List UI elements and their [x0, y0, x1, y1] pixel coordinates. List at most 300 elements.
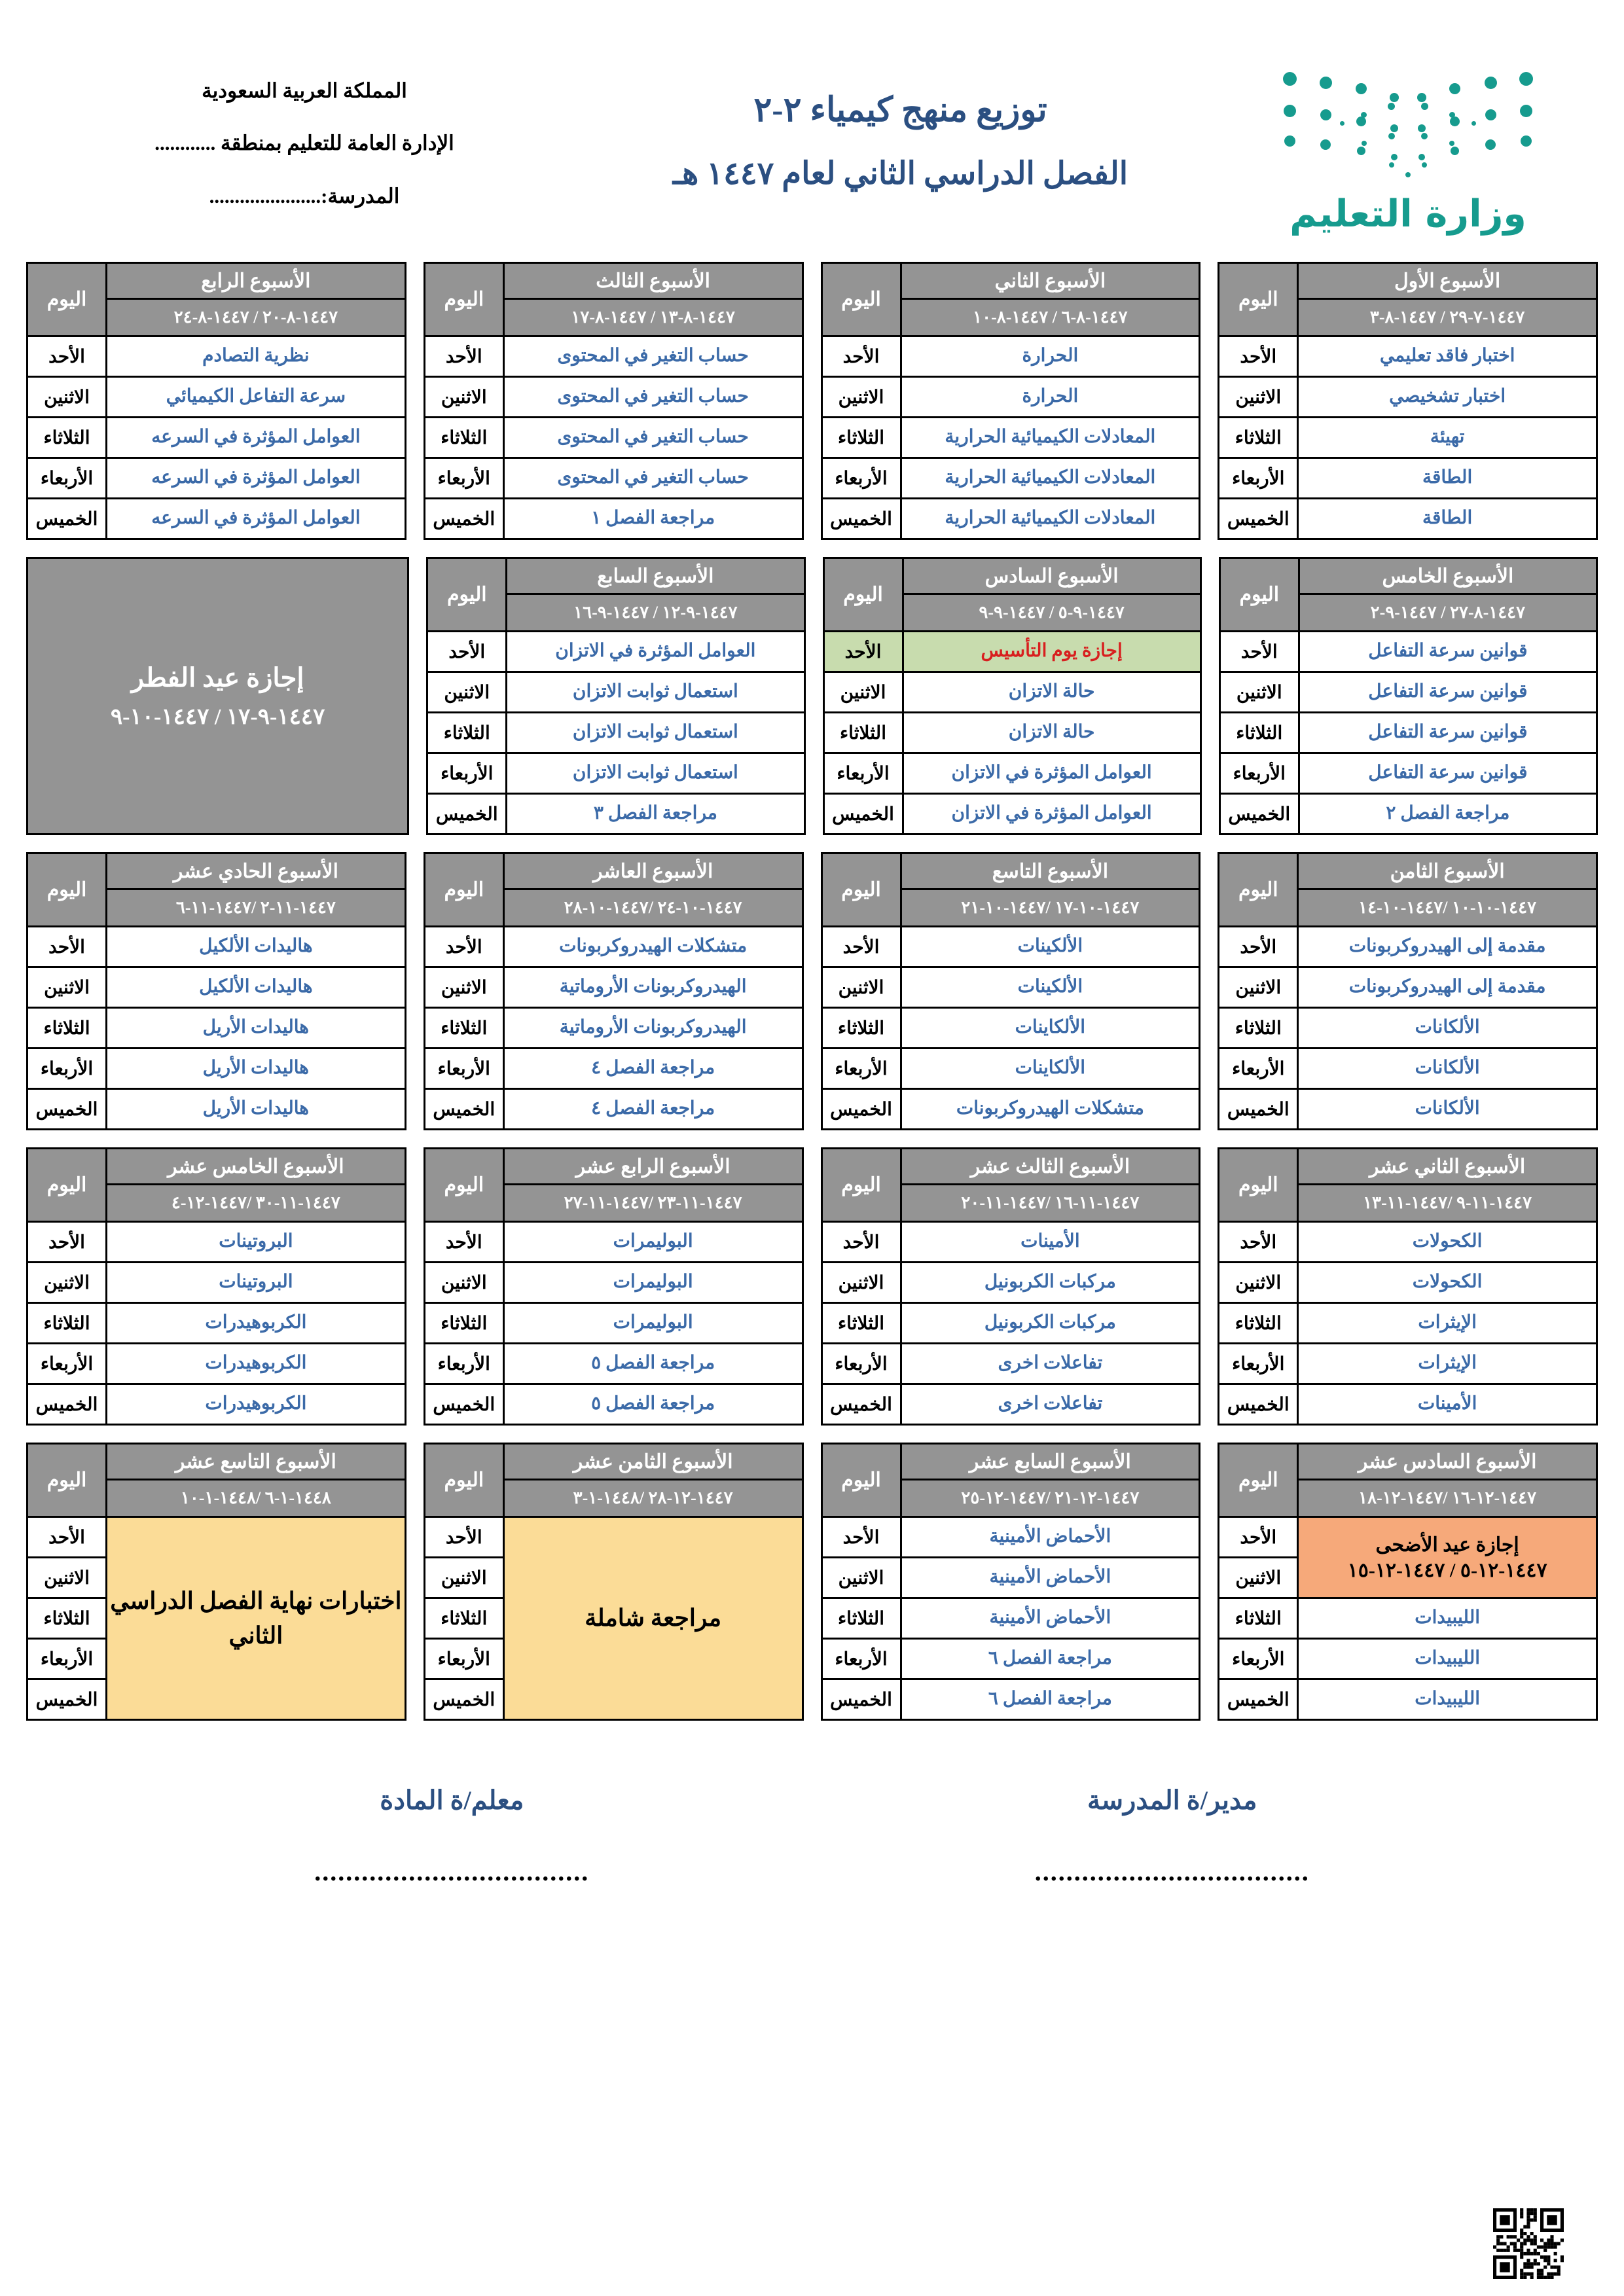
table-row: [427, 632, 804, 672]
day-cell: الاثنين: [427, 672, 507, 713]
week-table: [424, 262, 804, 540]
day-cell: الثلاثاء: [27, 1598, 107, 1639]
day-cell: الأربعاء: [1219, 753, 1299, 794]
day-cell: الخميس: [424, 1384, 503, 1425]
day-cell: الاثنين: [823, 672, 903, 713]
day-cell: الأربعاء: [27, 1049, 107, 1089]
teacher-signature-line: ...................................: [314, 1857, 590, 1886]
topic-cell: المعادلات الكيميائية الحرارية: [901, 458, 1200, 499]
day-column-header: اليوم: [1219, 558, 1299, 632]
day-cell: الخميس: [821, 499, 901, 539]
topic-cell: الأحماض الأمينية: [901, 1598, 1200, 1639]
logo-dot: [1361, 112, 1367, 118]
day-cell: الأربعاء: [27, 1344, 107, 1384]
day-cell: الخميس: [1219, 499, 1298, 539]
logo-dot: [1356, 83, 1367, 94]
day-cell: الاثنين: [821, 967, 901, 1008]
page-title: توزيع منهج كيمياء ٢-٢: [753, 92, 1047, 129]
table-row: [1219, 377, 1597, 418]
week-block: [424, 262, 804, 540]
week-table: [821, 852, 1201, 1130]
table-row: [1219, 1598, 1597, 1639]
topic-cell: مراجعة الفصل ٤: [503, 1049, 803, 1089]
table-row: [27, 1049, 406, 1089]
table-row: [1219, 1222, 1597, 1263]
day-cell: الأحد: [424, 927, 503, 967]
week-date-range: ١٤٤٧-١١-٢ /١٤٤٧-١١-٦: [107, 889, 406, 927]
topic-cell: اختبارات نهاية الفصل الدراسي الثاني: [107, 1517, 406, 1720]
table-row: [424, 1008, 803, 1049]
topic-cell: الإيثرات: [1298, 1344, 1597, 1384]
topic-cell: هاليدات الألكيل: [107, 927, 406, 967]
logo-dot: [1449, 141, 1454, 146]
day-cell: الأحد: [27, 927, 107, 967]
topic-cell: الكربوهيدرات: [107, 1303, 406, 1344]
topic-cell: تفاعلات اخرى: [901, 1384, 1200, 1425]
logo-dot: [1390, 93, 1399, 102]
week-block: [1219, 557, 1598, 835]
day-cell: الخميس: [821, 1679, 901, 1720]
day-column-header: اليوم: [424, 263, 503, 336]
day-cell: الاثنين: [821, 377, 901, 418]
logo-dot: [1391, 154, 1398, 160]
day-cell: الأربعاء: [424, 458, 503, 499]
week-table: [821, 1443, 1201, 1721]
day-cell: الخميس: [27, 1089, 107, 1130]
table-row: [424, 458, 803, 499]
holiday-name: إجازة عيد الفطر: [131, 663, 304, 692]
logo-dot: [1485, 77, 1497, 89]
topic-cell: الألكينات: [901, 967, 1200, 1008]
topic-cell: حساب التغير في المحتوى: [503, 418, 803, 458]
day-cell: الاثنين: [1219, 1558, 1298, 1598]
topic-cell: الأحماض الأمينية: [901, 1517, 1200, 1558]
day-cell: الثلاثاء: [424, 1008, 503, 1049]
week-title: الأسبوع العاشر: [503, 853, 803, 889]
week-table: [1218, 1147, 1598, 1426]
topic-cell: الليبيدات: [1298, 1639, 1597, 1679]
day-cell: الثلاثاء: [27, 418, 107, 458]
week-title: الأسبوع الثامن: [1298, 853, 1597, 889]
logo-dot: [1450, 117, 1460, 126]
logo-dot: [1417, 93, 1426, 102]
topic-cell: حالة الاتزان: [903, 713, 1200, 753]
table-row: [27, 1089, 406, 1130]
topic-cell: مراجعة الفصل ٦: [901, 1679, 1200, 1720]
week-title: الأسبوع الخامس عشر: [107, 1149, 406, 1185]
week-title: الأسبوع الثالث: [503, 263, 803, 299]
topic-cell: متشكلات الهيدروكربونات: [503, 927, 803, 967]
table-row: [1219, 672, 1597, 713]
topic-cell: مراجعة الفصل ٥: [503, 1344, 803, 1384]
table-row: [424, 1384, 803, 1425]
page-header: [0, 0, 1624, 262]
school-name-label: المدرسة:......................: [209, 184, 400, 207]
table-row: [424, 377, 803, 418]
week-block: [823, 557, 1202, 835]
day-cell: الخميس: [27, 1384, 107, 1425]
day-cell: الثلاثاء: [1219, 1008, 1298, 1049]
topic-cell: العوامل المؤثرة في السرعه: [107, 418, 406, 458]
week-title: الأسبوع السابع: [507, 558, 804, 594]
day-cell: الأحد: [27, 1222, 107, 1263]
day-cell: الاثنين: [27, 1558, 107, 1598]
table-row: [821, 1263, 1200, 1303]
day-column-header: اليوم: [27, 1149, 107, 1222]
day-cell: الأربعاء: [1219, 1049, 1298, 1089]
week-date-range: ١٤٤٧-٨-٢٠ / ١٤٤٧-٨-٢٤: [107, 299, 406, 336]
logo-dot: [1284, 105, 1296, 117]
day-cell: الخميس: [27, 499, 107, 539]
topic-cell: الطاقة: [1298, 458, 1597, 499]
topic-cell: الأمينات: [1298, 1384, 1597, 1425]
table-row: [27, 377, 406, 418]
week-date-range: ١٤٤٧-٧-٢٩ / ١٤٤٧-٨-٣: [1298, 299, 1597, 336]
weeks-grid: [0, 262, 1624, 1721]
teacher-signature: [92, 1785, 812, 1887]
table-row: [424, 418, 803, 458]
week-block: [1218, 1147, 1598, 1426]
day-column-header: اليوم: [27, 1444, 107, 1517]
day-cell: الثلاثاء: [821, 1008, 901, 1049]
table-row: [427, 713, 804, 753]
topic-cell: هاليدات الأريل: [107, 1089, 406, 1130]
table-row: [821, 967, 1200, 1008]
table-row: [1219, 1517, 1597, 1558]
day-column-header: اليوم: [27, 263, 107, 336]
topic-cell: العوامل المؤثرة في الاتزان: [903, 753, 1200, 794]
topic-cell: إجازة عيد الأضحى ١٤٤٧-١٢-٥ / ١٤٤٧-١٢-١٥: [1298, 1517, 1597, 1598]
table-row: [823, 713, 1200, 753]
topic-cell: تهيئة: [1298, 418, 1597, 458]
day-cell: الأحد: [1219, 927, 1298, 967]
table-row: [821, 1639, 1200, 1679]
day-cell: الأربعاء: [823, 753, 903, 794]
table-row: [823, 632, 1200, 672]
table-row: [1219, 1384, 1597, 1425]
week-block: [26, 1147, 406, 1426]
table-row: [821, 377, 1200, 418]
day-column-header: اليوم: [823, 558, 903, 632]
day-cell: الاثنين: [1219, 1263, 1298, 1303]
day-column-header: اليوم: [821, 1444, 901, 1517]
table-row: [427, 794, 804, 834]
topic-cell: حساب التغير في المحتوى: [503, 458, 803, 499]
day-cell: الأربعاء: [1219, 458, 1298, 499]
weeks-row: [26, 1147, 1598, 1426]
day-cell: الثلاثاء: [427, 713, 507, 753]
day-cell: الأربعاء: [821, 458, 901, 499]
day-cell: الخميس: [1219, 1384, 1298, 1425]
teacher-role-label: معلم/ة المادة: [380, 1785, 524, 1815]
topic-cell: مراجعة الفصل ١: [503, 499, 803, 539]
topic-cell: مركبات الكربونيل: [901, 1263, 1200, 1303]
topic-cell: سرعة التفاعل الكيميائي: [107, 377, 406, 418]
topic-cell: الألكاينات: [901, 1049, 1200, 1089]
table-row: [27, 458, 406, 499]
table-row: [821, 418, 1200, 458]
week-title: الأسبوع الرابع: [107, 263, 406, 299]
eid-alfitr-holiday-block: [26, 557, 409, 835]
day-cell: الثلاثاء: [821, 1598, 901, 1639]
week-block: [424, 852, 804, 1130]
day-cell: الأربعاء: [1219, 1344, 1298, 1384]
week-table: [26, 852, 406, 1130]
topic-cell: الليبيدات: [1298, 1679, 1597, 1720]
table-row: [1219, 794, 1597, 834]
topic-cell: قوانين سرعة التفاعل: [1299, 632, 1597, 672]
week-date-range: ١٤٤٧-١٠-١٠ /١٤٤٧-١٠-١٤: [1298, 889, 1597, 927]
table-row: [821, 1598, 1200, 1639]
topic-cell: العوامل المؤثرة في السرعه: [107, 499, 406, 539]
week-table: [424, 1443, 804, 1721]
week-block: [1218, 1443, 1598, 1721]
table-row: [1219, 1008, 1597, 1049]
topic-cell: الكحولات: [1298, 1222, 1597, 1263]
table-row: [27, 1384, 406, 1425]
topic-cell: مراجعة الفصل ٣: [507, 794, 804, 834]
qr-code-svg: [1493, 2208, 1564, 2279]
holiday-date-range: ١٤٤٧-٩-١٧ / ١٤٤٧-١٠-٩: [110, 705, 325, 729]
topic-cell: الألكانات: [1298, 1008, 1597, 1049]
day-cell: الأحد: [424, 1517, 503, 1558]
day-cell: الاثنين: [1219, 672, 1299, 713]
topic-cell: متشكلات الهيدروكربونات: [901, 1089, 1200, 1130]
logo-dot: [1485, 109, 1496, 120]
week-block: [424, 1147, 804, 1426]
ministry-logo: [1254, 59, 1562, 236]
week-date-range: ١٤٤٧-٩-٥ / ١٤٤٧-٩-٩: [903, 594, 1200, 632]
topic-cell: اختبار تشخيصي: [1298, 377, 1597, 418]
table-row: [424, 1303, 803, 1344]
table-row: [27, 1344, 406, 1384]
logo-dot: [1390, 124, 1398, 132]
day-cell: الاثنين: [424, 1263, 503, 1303]
table-row: [1219, 1639, 1597, 1679]
topic-cell: الأمينات: [901, 1222, 1200, 1263]
table-row: [823, 672, 1200, 713]
logo-dot: [1340, 121, 1344, 126]
topic-cell: الإيثرات: [1298, 1303, 1597, 1344]
week-title: الأسبوع السابع عشر: [901, 1444, 1200, 1480]
topic-cell: مقدمة إلى الهيدروكربونات: [1298, 967, 1597, 1008]
table-row: [424, 1263, 803, 1303]
table-row: [27, 418, 406, 458]
day-column-header: اليوم: [1219, 1444, 1298, 1517]
day-cell: الاثنين: [27, 967, 107, 1008]
week-block: [1218, 852, 1598, 1130]
table-row: [1219, 632, 1597, 672]
day-cell: الاثنين: [424, 377, 503, 418]
table-row: [1219, 1303, 1597, 1344]
week-title: الأسبوع السادس: [903, 558, 1200, 594]
week-table: [1218, 262, 1598, 540]
week-table: [821, 1147, 1201, 1426]
topic-cell: قوانين سرعة التفاعل: [1299, 713, 1597, 753]
table-row: [1219, 1679, 1597, 1720]
logo-dot: [1320, 139, 1331, 150]
day-cell: الأحد: [821, 336, 901, 377]
day-cell: الخميس: [424, 1679, 503, 1720]
topic-cell: حالة الاتزان: [903, 672, 1200, 713]
table-row: [1219, 458, 1597, 499]
topic-cell: إجازة يوم التأسيس: [903, 632, 1200, 672]
week-date-range: ١٤٤٧-١١-٣٠ /١٤٤٧-١٢-٤: [107, 1185, 406, 1222]
logo-dot: [1520, 105, 1532, 117]
topic-cell: قوانين سرعة التفاعل: [1299, 672, 1597, 713]
day-column-header: اليوم: [27, 853, 107, 927]
day-column-header: اليوم: [424, 1149, 503, 1222]
topic-cell: الألكانات: [1298, 1049, 1597, 1089]
table-row: [27, 1303, 406, 1344]
week-block: [821, 1443, 1201, 1721]
principal-signature-line: ...................................: [1034, 1857, 1310, 1886]
day-cell: الأربعاء: [27, 458, 107, 499]
topic-cell: مراجعة الفصل ٥: [503, 1384, 803, 1425]
topic-cell: مراجعة شاملة: [503, 1517, 803, 1720]
table-row: [27, 336, 406, 377]
topic-cell: الطاقة: [1298, 499, 1597, 539]
week-table: [26, 1147, 406, 1426]
day-column-header: اليوم: [427, 558, 507, 632]
topic-cell: حساب التغير في المحتوى: [503, 336, 803, 377]
logo-dot: [1389, 162, 1394, 168]
week-block: [426, 557, 805, 835]
topic-cell: نظرية التصادم: [107, 336, 406, 377]
week-date-range: ١٤٤٧-١١-١٦ /١٤٤٧-١١-٢٠: [901, 1185, 1200, 1222]
day-cell: الأحد: [1219, 1222, 1298, 1263]
day-cell: الأربعاء: [821, 1049, 901, 1089]
table-row: [427, 753, 804, 794]
week-table: [424, 852, 804, 1130]
day-cell: الأحد: [821, 1222, 901, 1263]
logo-dot: [1519, 72, 1533, 86]
table-row: [1219, 1089, 1597, 1130]
table-row: [821, 1089, 1200, 1130]
day-cell: الثلاثاء: [1219, 713, 1299, 753]
table-row: [1219, 1263, 1597, 1303]
day-cell: الثلاثاء: [1219, 418, 1298, 458]
table-row: [1219, 336, 1597, 377]
topic-cell: هاليدات الأريل: [107, 1049, 406, 1089]
week-date-range: ١٤٤٧-١٢-٢١ /١٤٤٧-١٢-٢٥: [901, 1480, 1200, 1517]
topic-cell: العوامل المؤثرة في الاتزان: [507, 632, 804, 672]
weeks-row: [26, 852, 1598, 1130]
topic-cell: الهيدروكربونات الأروماتية: [503, 967, 803, 1008]
table-row: [1219, 713, 1597, 753]
signature-footer: [0, 1738, 1624, 1887]
week-table: [26, 1443, 406, 1721]
table-row: [821, 1303, 1200, 1344]
logo-dot: [1320, 109, 1331, 120]
week-title: الأسبوع الثالث عشر: [901, 1149, 1200, 1185]
weeks-row: [26, 1443, 1598, 1721]
topic-cell: هاليدات الأريل: [107, 1008, 406, 1049]
day-cell: الأحد: [1219, 632, 1299, 672]
ministry-logo-label: وزارة التعليم: [1290, 192, 1526, 236]
table-row: [821, 1384, 1200, 1425]
week-title: الأسبوع السادس عشر: [1298, 1444, 1597, 1480]
day-column-header: اليوم: [821, 1149, 901, 1222]
topic-cell: استعمال ثوابت الاتزان: [507, 753, 804, 794]
week-title: الأسبوع الرابع عشر: [503, 1149, 803, 1185]
table-row: [27, 499, 406, 539]
week-block: [26, 262, 406, 540]
day-cell: الخميس: [427, 794, 507, 834]
day-cell: الأحد: [821, 1517, 901, 1558]
week-table: [823, 557, 1202, 835]
week-block: [1218, 262, 1598, 540]
table-row: [823, 753, 1200, 794]
table-row: [424, 1517, 803, 1558]
ministry-logo-icon: [1271, 59, 1545, 183]
topic-cell: الكربوهيدرات: [107, 1344, 406, 1384]
topic-cell: البروتينات: [107, 1222, 406, 1263]
table-row: [424, 1089, 803, 1130]
topic-cell: الألكانات: [1298, 1089, 1597, 1130]
day-cell: الثلاثاء: [424, 418, 503, 458]
table-row: [1219, 753, 1597, 794]
day-cell: الثلاثاء: [27, 1303, 107, 1344]
table-row: [821, 1344, 1200, 1384]
day-column-header: اليوم: [1219, 263, 1298, 336]
topic-cell: حساب التغير في المحتوى: [503, 377, 803, 418]
week-table: [426, 557, 805, 835]
logo-dot: [1405, 172, 1411, 177]
topic-cell: البروتينات: [107, 1263, 406, 1303]
table-row: [27, 967, 406, 1008]
topic-cell: استعمال ثوابت الاتزان: [507, 713, 804, 753]
day-cell: الخميس: [1219, 1679, 1298, 1720]
table-row: [821, 1679, 1200, 1720]
day-cell: الخميس: [821, 1384, 901, 1425]
week-table: [1218, 1443, 1598, 1721]
table-row: [821, 1222, 1200, 1263]
week-date-range: ١٤٤٧-١٠-٢٤ /١٤٤٧-١٠-٢٨: [503, 889, 803, 927]
week-table: [26, 262, 406, 540]
topic-cell: الكحولات: [1298, 1263, 1597, 1303]
week-date-range: ١٤٤٧-٨-٦ / ١٤٤٧-٨-١٠: [901, 299, 1200, 336]
day-cell: الاثنين: [27, 1263, 107, 1303]
table-row: [1219, 927, 1597, 967]
logo-dot: [1451, 147, 1459, 155]
table-row: [427, 672, 804, 713]
week-title: الأسبوع الخامس: [1299, 558, 1597, 594]
week-date-range: ١٤٤٧-٨-١٣ / ١٤٤٧-٨-١٧: [503, 299, 803, 336]
table-row: [821, 336, 1200, 377]
day-column-header: اليوم: [1219, 1149, 1298, 1222]
logo-dot: [1421, 133, 1428, 139]
day-cell: الاثنين: [821, 1263, 901, 1303]
day-cell: الأحد: [823, 632, 903, 672]
day-cell: الأربعاء: [424, 1049, 503, 1089]
weeks-row: [26, 557, 1598, 835]
week-block: [424, 1443, 804, 1721]
topic-cell: قوانين سرعة التفاعل: [1299, 753, 1597, 794]
day-cell: الأربعاء: [27, 1639, 107, 1679]
week-title: الأسبوع الثاني: [901, 263, 1200, 299]
topic-cell: مراجعة الفصل ٢: [1299, 794, 1597, 834]
principal-signature: [812, 1785, 1533, 1887]
table-row: [823, 794, 1200, 834]
logo-dot: [1284, 135, 1295, 147]
week-date-range: ١٤٤٧-١٠-١٧ /١٤٤٧-١٠-٢١: [901, 889, 1200, 927]
table-row: [821, 499, 1200, 539]
topic-cell: الألكينات: [901, 927, 1200, 967]
topic-cell: البوليمرات: [503, 1222, 803, 1263]
day-cell: الأحد: [27, 336, 107, 377]
day-cell: الاثنين: [821, 1558, 901, 1598]
